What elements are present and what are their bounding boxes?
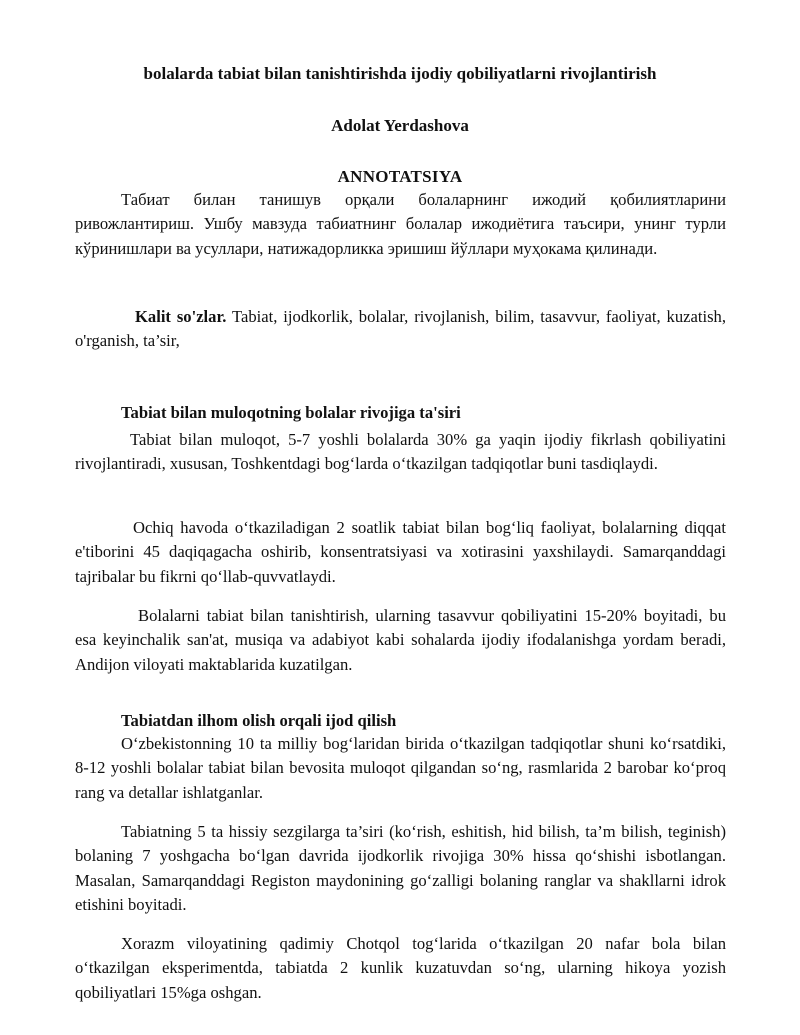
body-paragraph: Tabiat bilan muloqot, 5-7 yoshli bolalarda 30% ga yaqin ijodiy fikrlash qobiliyatini rivojlantiradi, xususan, Toshkentdagi bog‘larda o‘tkazilgan tadqiqotlar buni tasdiqlaydi. [75,430,726,474]
annotation-text: Табиат билан танишув орқали болаларнинг ижодий қобилиятларини ривожлантириш. Ушбу мавзуда табиатнинг болалар ижодиётига таъсири, унинг турли кўринишлари ва усуллари, натижадорликка эришиш йўллари муҳокама қилинади. [75,190,726,258]
keywords-text: Tabiat, ijodkorlik, bolalar, rivojlanish, bilim, tasavvur, faoliyat, kuzatish, o'rganish, ta’sir, [75,307,727,351]
body-paragraph: Xorazm viloyatining qadimiy Chotqol tog‘larida o‘tkazilgan 20 nafar bola bilan o‘tkazilgan eksperimentda, tabiatda 2 kunlik kuzatuvdan so‘ng, ularning hikoya yozish qobiliyatlari 15%ga oshgan. [75,934,726,1002]
body-paragraph: Ochiq havoda o‘tkaziladigan 2 soatlik tabiat bilan bog‘liq faoliyat, bolalarning diqqat e'tiborini 45 daqiqagacha oshirib, konsentratsiyasi va xotirasini yaxshilaydi. Samarqanddagi tajribalar bu fikrni qo‘llab-quvvatlaydi. [75,518,726,586]
body-paragraph: Tabiatning 5 ta hissiy sezgilarga ta’siri (ko‘rish, eshitish, hid bilish, ta’m bilish, teginish) bolaning 7 yoshgacha bo‘lgan davrida ijodkorlik rivojiga 30% hissa qo‘shishi isbotlangan. Masalan, Samarqanddagi Registon maydonining go‘zalligi bolaning ranglar va shakllarni idrok etishini boyitadi. [75,822,726,914]
body-paragraph: Bolalarni tabiat bilan tanishtirish, ularning tasavvur qobiliyatini 15-20% boyitadi, bu esa keyinchalik san'at, musiqa va adabiyot kabi sohalarda ijodiy ifodalanishga yordam beradi, Andijon viloyati maktablarida kuzatilgan. [75,606,726,674]
keywords-paragraph [75,305,726,354]
body-paragraph: O‘zbekistonning 10 ta milliy bog‘laridan birida o‘tkazilgan tadqiqotlar shuni ko‘rsatdiki, 8-12 yoshli bolalar tabiat bilan bevosita muloqot qilgandan so‘ng, rasmlarida 2 barobar ko‘proq rang va detallar ishlatganlar. [75,734,726,802]
document-author: Adolat Yerdashova [331,116,469,135]
document-title: bolalarda tabiat bilan tanishtirishda ijodiy qobiliyatlarni rivojlantirish [143,64,657,83]
annotation-heading: ANNOTATSIYA [337,167,463,186]
keywords-label: Kalit so'zlar. [135,307,227,326]
section-heading: Tabiatdan ilhom olish orqali ijod qilish [121,711,397,730]
section-heading: Tabiat bilan muloqotning bolalar rivojiga ta'siri [121,403,461,422]
